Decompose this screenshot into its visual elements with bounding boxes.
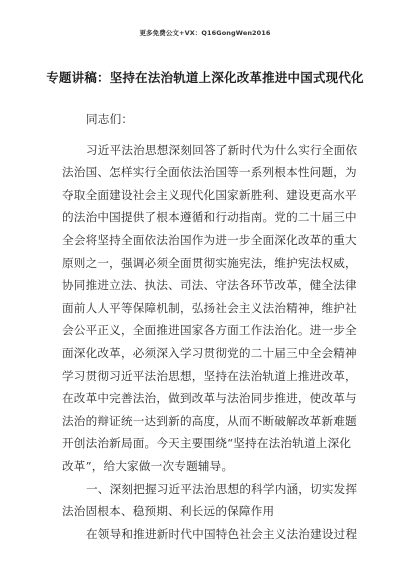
paragraph-line: 的法治中国提供了根本遵循和行动指南。党的二十届三中 — [62, 210, 357, 225]
paragraph-line: 在改革中完善法治，做到改革与法治同步推进，使改革与 — [62, 391, 357, 406]
paragraph-line: 学习贯彻习近平法治思想，坚持在法治轨道上推进改革， — [62, 368, 357, 383]
header-note: 更多免费公文+VX：Q16GongWen2016 — [139, 29, 271, 37]
paragraph-line: 改革”，给大家做一次专题辅导。 — [62, 458, 234, 473]
paragraph-line: 面前人人平等保障机制，弘扬社会主义法治精神，维护社 — [62, 300, 357, 315]
paragraph-line: 全会将坚持全面依法治国作为进一步全面深化改革的重大 — [62, 232, 357, 247]
paragraph-line: 协同推进立法、执法、司法、守法各环节改革，健全法律 — [62, 278, 357, 293]
section-heading-line: 一、深刻把握习近平法治思想的科学内涵，切实发挥 — [86, 481, 358, 496]
document-title: 专题讲稿：坚持在法治轨道上深化改革推进中国式现代化 — [46, 70, 364, 85]
document-body — [62, 108, 358, 545]
paragraph-line: 面深化改革，必须深入学习贯彻党的二十届三中全会精神 — [62, 345, 357, 360]
paragraph-line: 夺取全面建设社会主义现代化国家新胜利、建设更高水平 — [62, 187, 357, 202]
paragraph-line: 会公平正义，全面推进国家各方面工作法治化。进一步全 — [62, 323, 357, 338]
paragraph-line: 原则之一，强调必须全面贯彻实施宪法，维护宪法权威， — [62, 255, 357, 270]
salutation: 同志们： — [86, 112, 134, 126]
paragraph-line: 法治的辩证统一达到新的高度，从而不断破解改革新难题 — [62, 413, 357, 428]
paragraph-line: 开创法治新局面。今天主要围绕“坚持在法治轨道上深化 — [62, 436, 352, 451]
paragraph-line: 习近平法治思想深刻回答了新时代为什么实行全面依 — [86, 142, 358, 157]
section-heading-line: 法治固根本、稳预期、利长远的保障作用 — [62, 504, 275, 519]
paragraph-line: 在领导和推进新时代中国特色社会主义法治建设过程 — [86, 526, 358, 541]
paragraph-line: 法治国、怎样实行全面依法治国等一系列根本性问题，为 — [62, 165, 357, 180]
